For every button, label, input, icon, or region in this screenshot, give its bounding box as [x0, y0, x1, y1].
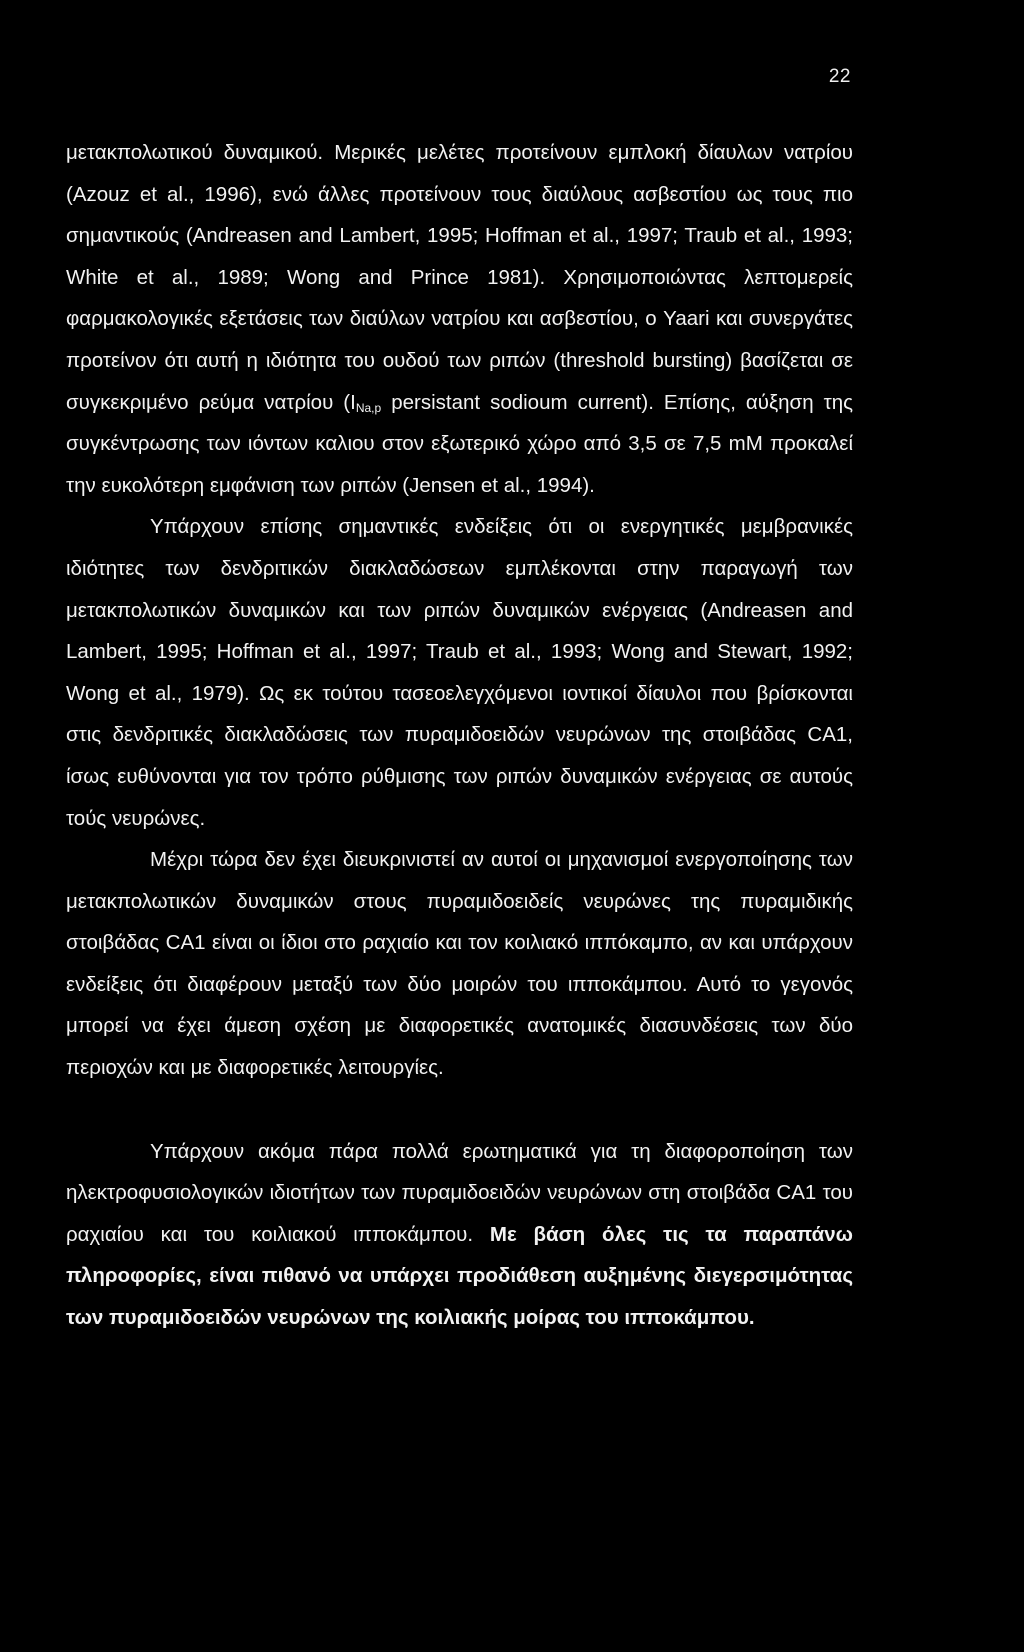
page-number: 22 [828, 66, 851, 87]
paragraph-hypothesis [66, 1131, 853, 1339]
paragraph-text-continued: persistant sodioum current). Επίσης, αύξηση της συγκέντρωσης των ιόντων καλιου στον εξωτερικό χώρο από 3,5 σε 7,5 mM προκαλεί την ευκολότερη εμφάνιση των ριπών (Jensen et al., 1994). [66, 390, 853, 497]
paragraph-afterdepolarization-mechanisms [66, 132, 853, 506]
paragraph-dendritic-properties [66, 506, 853, 839]
current-symbol: I [350, 390, 356, 414]
paragraph-text: μετακπολωτικού δυναμικού. Μερικές μελέτες προτείνουν εμπλοκή δίαυλων νατρίου (Azouz et al., 1996), ενώ άλλες προτείνουν τους διαύλους ασβεστίου ως τους πιο σημαντικούς (Andreasen and Lambert, 1995; Hoffman et al., 1997; Traub et al., 1993; White et al., 1989; Wong and Prince 1981). Χρησιμοποιώντας λεπτομερείς φαρμακολογικές εξετάσεις των διαύλων νατρίου και ασβεστίου, ο Yaari και συνεργάτες προτείνον ότι αυτή η ιδιότητα του ουδού των ριπών (threshold bursting) βασίζεται σε συγκεκριμένο ρεύμα νατρίου ( [66, 141, 853, 414]
paragraph-text: Μέχρι τώρα δεν έχει διευκρινιστεί αν αυτοί οι μηχανισμοί ενεργοποίησης των μετακπολωτικών δυναμικών στους πυραμιδοειδείς νευρώνες της πυραμιδικής στοιβάδας CA1 είναι οι ίδιοι στο ραχιαίο και τον κοιλιακό ιππόκαμπο, αν και υπάρχουν ενδείξεις ότι διαφέρουν μεταξύ των δύο μοιρών του ιπποκάμπου. Αυτό το γεγονός μπορεί να έχει άμεση σχέση με διαφορετικές ανατομικές διασυνδέσεις των δύο περιοχών και με διαφορετικές λειτουργίες. [66, 848, 853, 1080]
paragraph-text: Υπάρχουν επίσης σημαντικές ενδείξεις ότι οι ενεργητικές μεμβρανικές ιδιότητες των δενδριτικών διακλαδώσεων εμπλέκονται στην παραγωγή των μετακπολωτικών δυναμικών και των ριπών δυναμικών ενέργειας (Andreasen and Lambert, 1995; Hoffman et al., 1997; Traub et al., 1993; Wong and Stewart, 1992; Wong et al., 1979). Ως εκ τούτου τασεοελεγχόμενοι ιοντικοί δίαυλοι που βρίσκονται στις δενδριτικές διακλαδώσεις των πυραμιδοειδών νευρώνων της στοιβάδας CA1, ίσως ευθύνονται για τον τρόπο ρύθμισης των ριπών δυναμικών ενέργειας σε αυτούς τούς νευρώνες. [66, 515, 853, 830]
current-subscript: Na,p [355, 400, 382, 415]
hypothesis-statement: Με βάση όλες τις τα παραπάνω πληροφορίες, είναι πιθανό να υπάρχει προδιάθεση αυξημένης διεγερσιμότητας των πυραμιδοειδών νευρώνων της κοιλιακής μοίρας του ιπποκάμπου. [66, 1222, 853, 1330]
paragraph-text: Υπάρχουν ακόμα πάρα πολλά ερωτηματικά για τη διαφοροποίηση των ηλεκτροφυσιολογικών ιδιοτήτων των πυραμιδοειδών νευρώνων στη στοιβάδα CA1 του ραχιαίου και του κοιλιακού ιπποκάμπου. [66, 1139, 853, 1246]
document-body [66, 132, 853, 1339]
paragraph-dorsal-ventral-differences [66, 839, 853, 1089]
